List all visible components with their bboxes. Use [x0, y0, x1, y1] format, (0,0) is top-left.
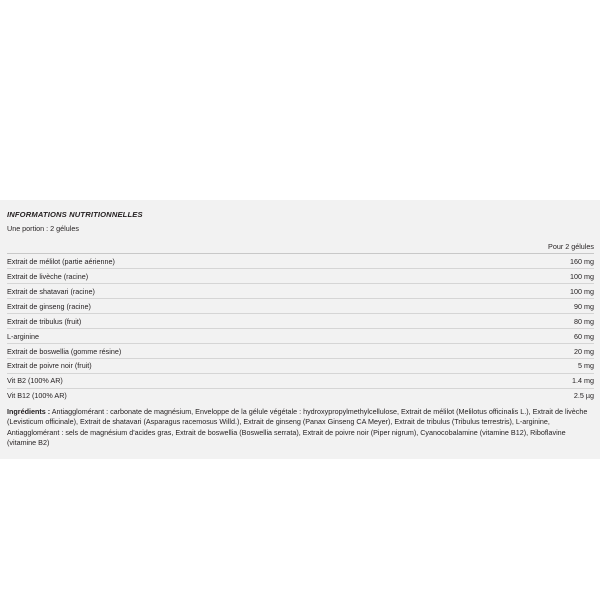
table-row — [7, 328, 594, 343]
nutrient-amount: 1.4 mg — [426, 373, 594, 388]
nutrient-amount: 20 mg — [426, 343, 594, 358]
column-header-nutrient — [7, 242, 426, 254]
table-row — [7, 283, 594, 298]
nutrient-name: Vit B2 (100% AR) — [7, 373, 426, 388]
nutrient-amount: 60 mg — [426, 328, 594, 343]
table-row — [7, 254, 594, 269]
ingredients-text: Antiagglomérant : carbonate de magnésium, Enveloppe de la gélule végétale : hydroxypropylmethylcellulose, Extrait de mélilot (Melilotus officinalis L.), Extrait de livèche (Levisticum officinale), Extrait de shatavari (Asparagus racemosus Willd.), Extrait de ginseng (Panax Ginseng CA Meyer), Extrait de tribulus (Tribulus terrestris), L-arginine, Antiagglomérant : sels de magnésium d'acides gras, Extrait de boswellia (Boswellia serrata), Extrait de poivre noir (Piper nigrum), Cyanocobalamine (vitamine B12), Riboflavine (vitamine B2) — [7, 406, 588, 448]
nutrient-amount: 160 mg — [426, 254, 594, 269]
table-row — [7, 388, 594, 402]
serving-size-text: Une portion : 2 gélules — [7, 224, 79, 233]
nutrient-amount: 90 mg — [426, 298, 594, 313]
nutrient-amount: 5 mg — [426, 358, 594, 373]
table-row — [7, 313, 594, 328]
table-row — [7, 358, 594, 373]
nutrient-name: Extrait de livèche (racine) — [7, 268, 426, 283]
nutrient-name: Extrait de ginseng (racine) — [7, 298, 426, 313]
nutrient-name: Vit B12 (100% AR) — [7, 391, 67, 401]
table-row — [7, 298, 594, 313]
ingredients-paragraph — [7, 407, 594, 449]
table-row — [7, 268, 594, 283]
page-title: INFORMATIONS NUTRITIONNELLES — [7, 210, 143, 219]
nutrient-name: Extrait de poivre noir (fruit) — [7, 358, 426, 373]
nutrient-amount: 2.5 µg — [573, 391, 594, 401]
nutrient-name: Extrait de mélilot (partie aérienne) — [7, 254, 426, 269]
nutrient-amount: 80 mg — [426, 313, 594, 328]
ingredients-label: Ingrédients : — [7, 406, 51, 416]
nutrient-name: Extrait de boswellia (gomme résine) — [7, 343, 426, 358]
table-header-row — [7, 242, 594, 254]
table-row — [7, 343, 594, 358]
nutrient-name: Extrait de shatavari (racine) — [7, 283, 426, 298]
nutrient-amount: 100 mg — [426, 283, 594, 298]
nutrient-name: L-arginine — [7, 328, 426, 343]
nutrient-name: Extrait de tribulus (fruit) — [7, 313, 426, 328]
nutrition-panel — [0, 200, 600, 459]
column-header-amount: Pour 2 gélules — [426, 242, 594, 254]
nutrient-amount: 100 mg — [426, 268, 594, 283]
nutrition-table — [7, 242, 594, 403]
table-row — [7, 373, 594, 388]
